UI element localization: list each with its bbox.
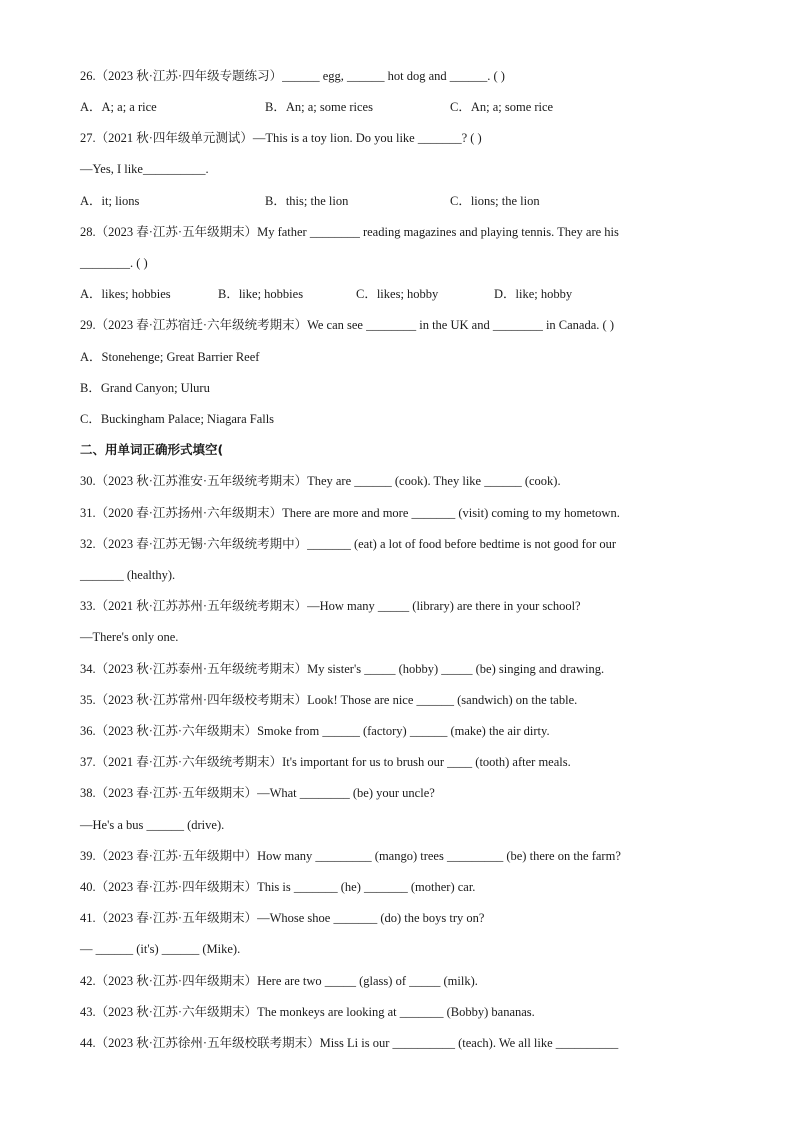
- section-heading: 二、用单词正确形式填空(: [80, 442, 224, 457]
- question-32-continuation: _______ (healthy).: [80, 568, 176, 582]
- option-a: A．likes; hobbies: [80, 287, 171, 301]
- option-b: B．this; the lion: [265, 194, 349, 208]
- question-28: 28.（2023 春·江苏·五年级期末）My father ________ reading magazines and playing tennis. They are his: [80, 225, 619, 239]
- question-41-reply: — ______ (it's) ______ (Mike).: [80, 942, 241, 956]
- option-c: C．An; a; some rice: [450, 100, 554, 114]
- question-30: 30.（2023 秋·江苏淮安·五年级统考期末）They are ______ (cook). They like ______ (cook).: [80, 474, 561, 488]
- option-c: C．likes; hobby: [356, 287, 439, 301]
- question-33-reply: —There's only one.: [80, 630, 179, 644]
- question-28-continuation: ________. ( ): [80, 256, 148, 270]
- question-29-option-c: C．Buckingham Palace; Niagara Falls: [80, 412, 275, 426]
- question-29-option-b: B．Grand Canyon; Uluru: [80, 381, 210, 395]
- question-44: 44.（2023 秋·江苏徐州·五年级校联考期末）Miss Li is our __________ (teach). We all like __________: [80, 1036, 619, 1050]
- question-26: 26.（2023 秋·江苏·四年级专题练习）______ egg, ______ hot dog and ______. ( ): [80, 69, 505, 83]
- question-35: 35.（2023 秋·江苏常州·四年级校考期末）Look! Those are nice ______ (sandwich) on the table.: [80, 693, 578, 707]
- option-a: A．it; lions: [80, 194, 140, 208]
- question-38: 38.（2023 春·江苏·五年级期末）—What ________ (be) your uncle?: [80, 786, 435, 800]
- question-37: 37.（2021 春·江苏·六年级统考期末）It's important for us to brush our ____ (tooth) after meals.: [80, 755, 571, 769]
- question-34: 34.（2023 秋·江苏泰州·五年级统考期末）My sister's _____ (hobby) _____ (be) singing and drawing.: [80, 662, 605, 676]
- option-b: B．like; hobbies: [218, 287, 304, 301]
- question-36: 36.（2023 秋·江苏·六年级期末）Smoke from ______ (factory) ______ (make) the air dirty.: [80, 724, 550, 738]
- question-32: 32.（2023 春·江苏无锡·六年级统考期中）_______ (eat) a lot of food before bedtime is not good for our: [80, 537, 617, 551]
- question-39: 39.（2023 春·江苏·五年级期中）How many _________ (mango) trees _________ (be) there on the farm?: [80, 849, 621, 863]
- question-40: 40.（2023 春·江苏·四年级期末）This is _______ (he) _______ (mother) car.: [80, 880, 476, 894]
- question-29: 29.（2023 春·江苏宿迁·六年级统考期末）We can see ________ in the UK and ________ in Canada. ( ): [80, 318, 614, 332]
- question-27-reply: —Yes, I like__________.: [80, 162, 209, 176]
- option-a: A．A; a; a rice: [80, 100, 157, 114]
- question-33: 33.（2021 秋·江苏苏州·五年级统考期末）—How many _____ (library) are there in your school?: [80, 599, 581, 613]
- question-31: 31.（2020 春·江苏扬州·六年级期末）There are more and more _______ (visit) coming to my hometown.: [80, 506, 620, 520]
- question-27: 27.（2021 秋·四年级单元测试）—This is a toy lion. Do you like _______? ( ): [80, 131, 482, 145]
- question-41: 41.（2023 春·江苏·五年级期末）—Whose shoe _______ (do) the boys try on?: [80, 911, 485, 925]
- option-b: B．An; a; some rices: [265, 100, 373, 114]
- option-d: D．like; hobby: [494, 287, 573, 301]
- question-43: 43.（2023 秋·江苏·六年级期末）The monkeys are looking at _______ (Bobby) bananas.: [80, 1005, 535, 1019]
- question-38-reply: —He's a bus ______ (drive).: [80, 818, 225, 832]
- question-29-option-a: A．Stonehenge; Great Barrier Reef: [80, 350, 260, 364]
- question-42: 42.（2023 秋·江苏·四年级期末）Here are two _____ (glass) of _____ (milk).: [80, 974, 478, 988]
- option-c: C．lions; the lion: [450, 194, 540, 208]
